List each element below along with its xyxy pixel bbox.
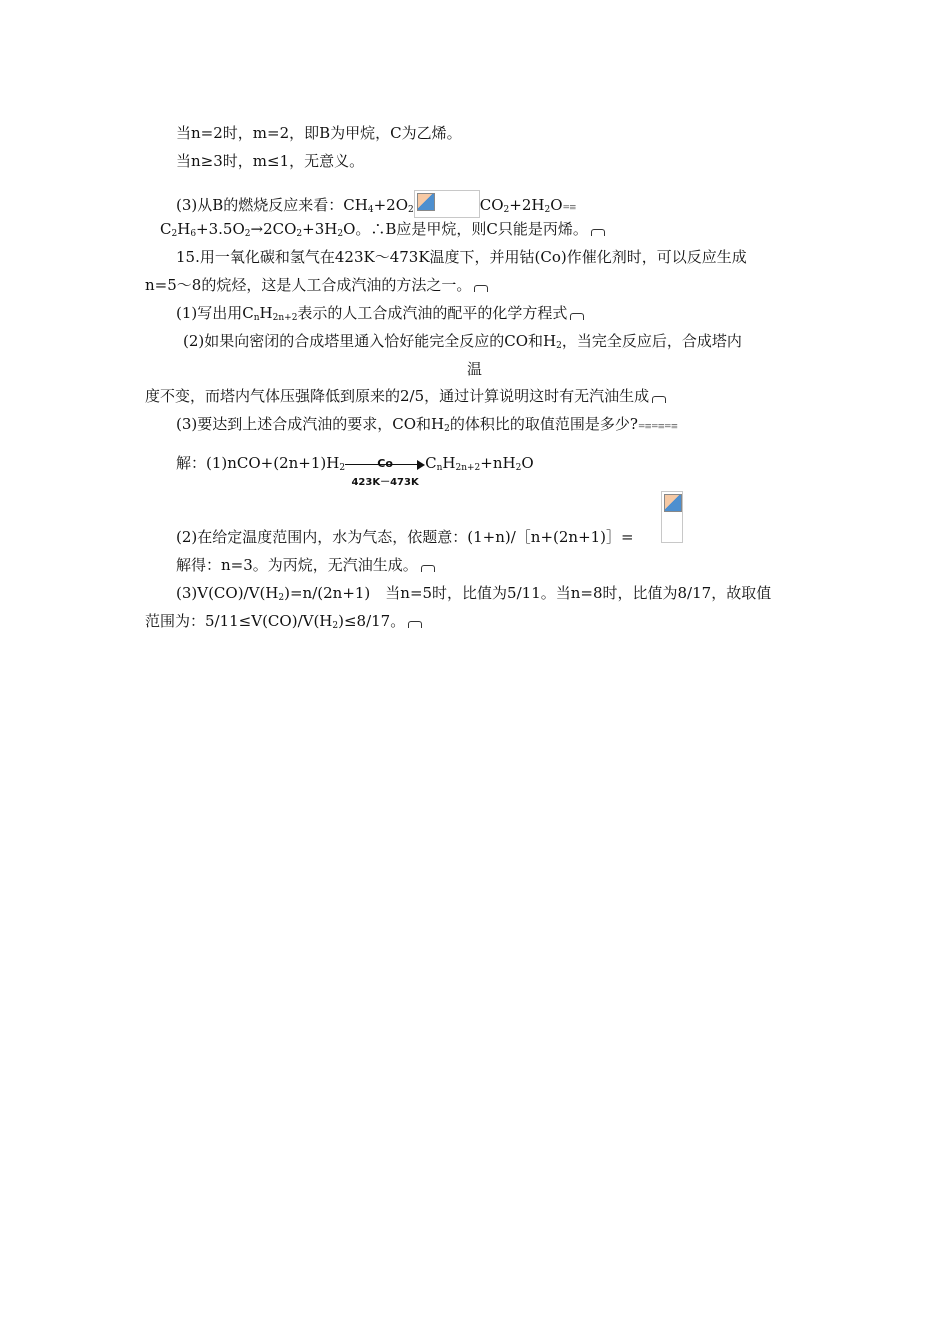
subscript: 2 [296,229,303,239]
subscript: 2n+2 [272,313,298,323]
text-line [176,555,435,575]
line-text: O [521,454,534,472]
subscript: 2 [278,593,285,603]
text-line [160,219,605,239]
subscript: 4 [367,205,374,215]
subscript: 2 [244,229,251,239]
subscript: 2 [515,463,522,473]
line-text: (1)写出用C [176,304,254,322]
text-line [145,386,666,406]
line-text: 15.用一氧化碳和氢气在423K～473K温度下，并用钴(Co)作催化剂时，可以反应生成 [176,248,747,266]
temperature-label: 423K－473K [351,477,419,488]
paragraph-mark-icon [570,313,584,320]
subscript: n [436,463,443,473]
line-text: +2H [509,196,545,214]
line-text: O。∴B应是甲烷，则C只能是丙烯。 [343,220,588,238]
line-text: CO [479,196,504,214]
line-text: 度不变，而塔内气体压强降低到原来的2/5，通过计算说明这时有无汽油生成 [145,387,650,405]
line-text: H [442,454,456,472]
line-text: 范围为：5/11≤V(CO)/V(H [145,612,333,630]
text-line [176,190,576,218]
text-line [183,331,742,351]
line-text: 温 [467,360,483,378]
line-text: 表示的人工合成汽油的配平的化学方程式 [297,304,568,322]
line-text: 解：(1)nCO+(2n+1)H [176,454,340,472]
line-text: (3)V(CO)/V(H [176,584,279,602]
line-text: +nH [480,454,516,472]
subscript: 2 [556,341,562,351]
broken-image-icon [661,491,683,543]
paragraph-mark-icon [652,396,666,403]
line-text: 当n=2时，m=2，即B为甲烷，C为乙烯。 [176,124,462,142]
paragraph-mark-icon [474,285,488,292]
text-line [176,151,364,171]
subscript: 2 [544,205,551,215]
line-text: n=5～8的烷烃，这是人工合成汽油的方法之一。 [145,276,472,294]
paragraph-mark-icon [421,565,435,572]
subscript: 2n+2 [455,463,481,473]
text-line [176,303,584,323]
line-text: (2)如果向密闭的合成塔里通入恰好能完全反应的CO和H [183,332,557,350]
text-line [145,611,422,631]
subscript: 2 [444,424,450,434]
line-text: (2)在给定温度范围内，水为气态，依题意：(1+n)/［n+(2n+1)］= [176,528,634,546]
subscript: 2 [503,205,510,215]
text-line [176,446,534,488]
line-text: 解得：n=3。为丙烷，无汽油生成。 [176,556,418,574]
format-marks: =≡ [562,203,576,213]
text-line [176,123,462,143]
subscript: n [253,313,260,323]
line-text: 的体积比的取值范围是多少? [449,415,638,433]
line-text: (3)要达到上述合成汽油的要求，CO和H [176,415,445,433]
line-text: (3)从B的燃烧反应来看：CH [176,196,368,214]
format-marks: =≡=≡=≡ [637,422,678,432]
reaction-arrow [345,447,425,488]
line-text: +2O [373,196,408,214]
subscript: 2 [339,463,346,473]
line-text: +3.5O [196,220,245,238]
line-text: C [425,454,437,472]
text-line [176,247,747,267]
arrow-line [345,464,421,465]
subscript: 2 [171,229,178,239]
paragraph-mark-icon [408,621,422,628]
broken-image-icon [414,190,480,218]
catalyst-label: Co [377,457,393,470]
line-text: ，当完全反应后，合成塔内 [561,332,742,350]
line-text: )=n/(2n+1) 当n=5时，比值为5/11。当n=8时，比值为8/17，故取值 [284,584,772,602]
text-line [176,414,677,437]
line-text: H [259,304,273,322]
subscript: 2 [332,621,339,631]
line-text: H [177,220,191,238]
line-text: C [160,220,172,238]
line-text: →2CO [250,220,297,238]
subscript: 2 [337,229,344,239]
subscript: 6 [190,229,197,239]
line-text: 当n≥3时，m≤1，无意义。 [176,152,365,170]
line-text: O [550,196,563,214]
paragraph-mark-icon [591,229,605,236]
text-line [176,527,634,547]
text-line [145,275,488,295]
text-line [176,583,771,603]
text-line [467,359,482,379]
line-text: )≤8/17。 [338,612,406,630]
subscript: 2 [408,205,414,215]
line-text: +3H [302,220,338,238]
